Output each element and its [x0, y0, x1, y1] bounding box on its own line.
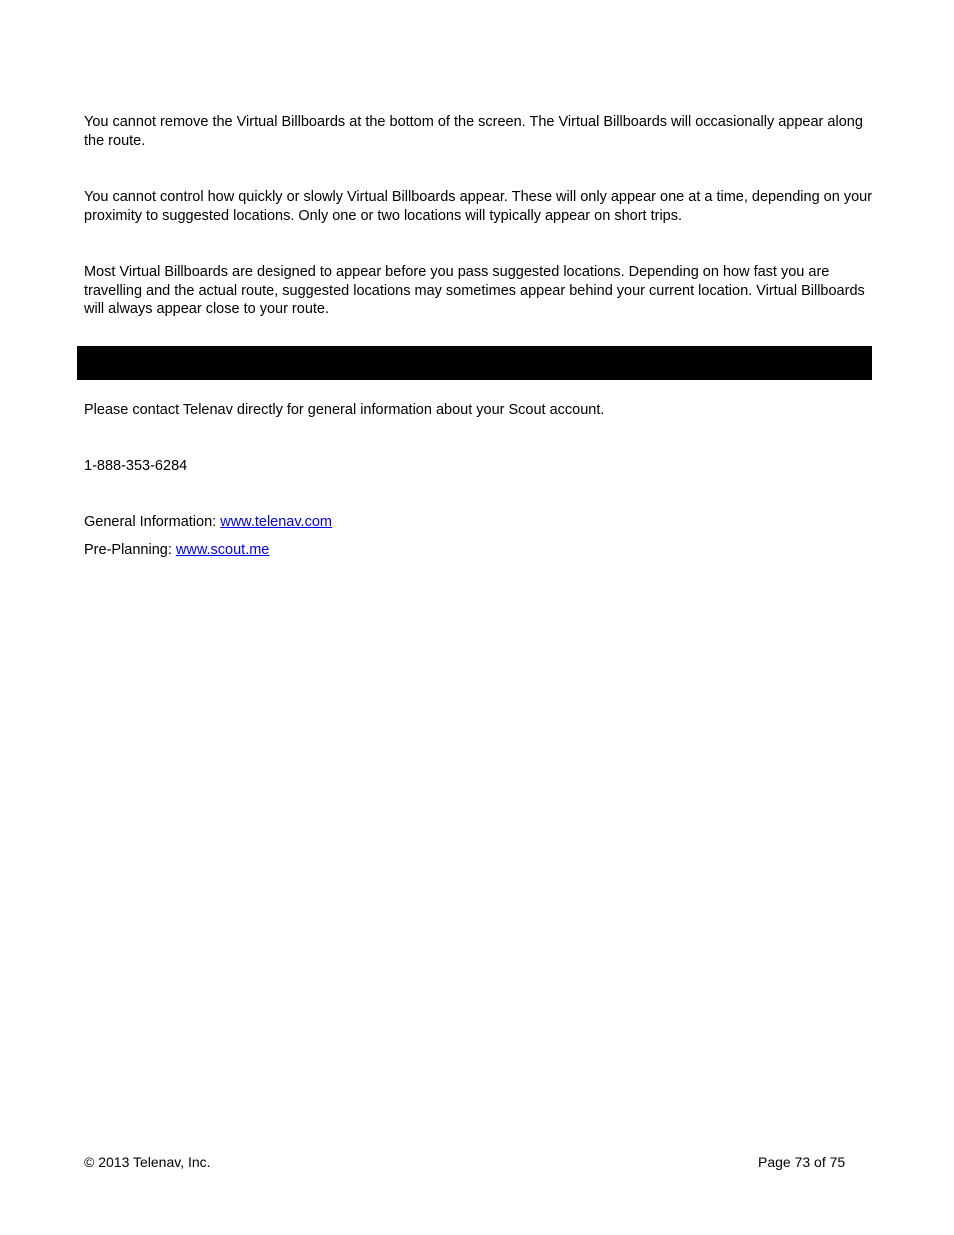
paragraph-control-speed: You cannot control how quickly or slowly Virtual Billboards appear. These will only appear one at a time, depending on your proximity to suggested locations. Only one or two locations will typically appear on short trips.: [84, 189, 873, 224]
general-information-line: [84, 513, 874, 532]
footer-page-number: Page 73 of 75: [758, 1154, 846, 1170]
section-header-bar: [77, 346, 872, 380]
contact-intro: Please contact Telenav directly for general information about your Scout account.: [84, 402, 605, 418]
paragraph-appear-before: Most Virtual Billboards are designed to appear before you pass suggested locations. Depending on how fast you are travelling and the actual route, suggested locations may sometimes appear behind your current location. Virtual Billboards will always appear close to your route.: [84, 264, 865, 317]
scout-link[interactable]: www.scout.me: [175, 542, 270, 558]
general-information-label: General Information:: [84, 514, 221, 530]
contact-phone: 1-888-353-6284: [84, 458, 188, 474]
paragraph-remove-billboards: You cannot remove the Virtual Billboards at the bottom of the screen. The Virtual Billboards will occasionally appear along the route.: [84, 114, 863, 149]
pre-planning-line: [84, 541, 874, 560]
telenav-link[interactable]: www.telenav.com: [220, 514, 332, 530]
footer-copyright: © 2013 Telenav, Inc.: [84, 1154, 211, 1170]
pre-planning-label: Pre-Planning:: [84, 542, 176, 558]
